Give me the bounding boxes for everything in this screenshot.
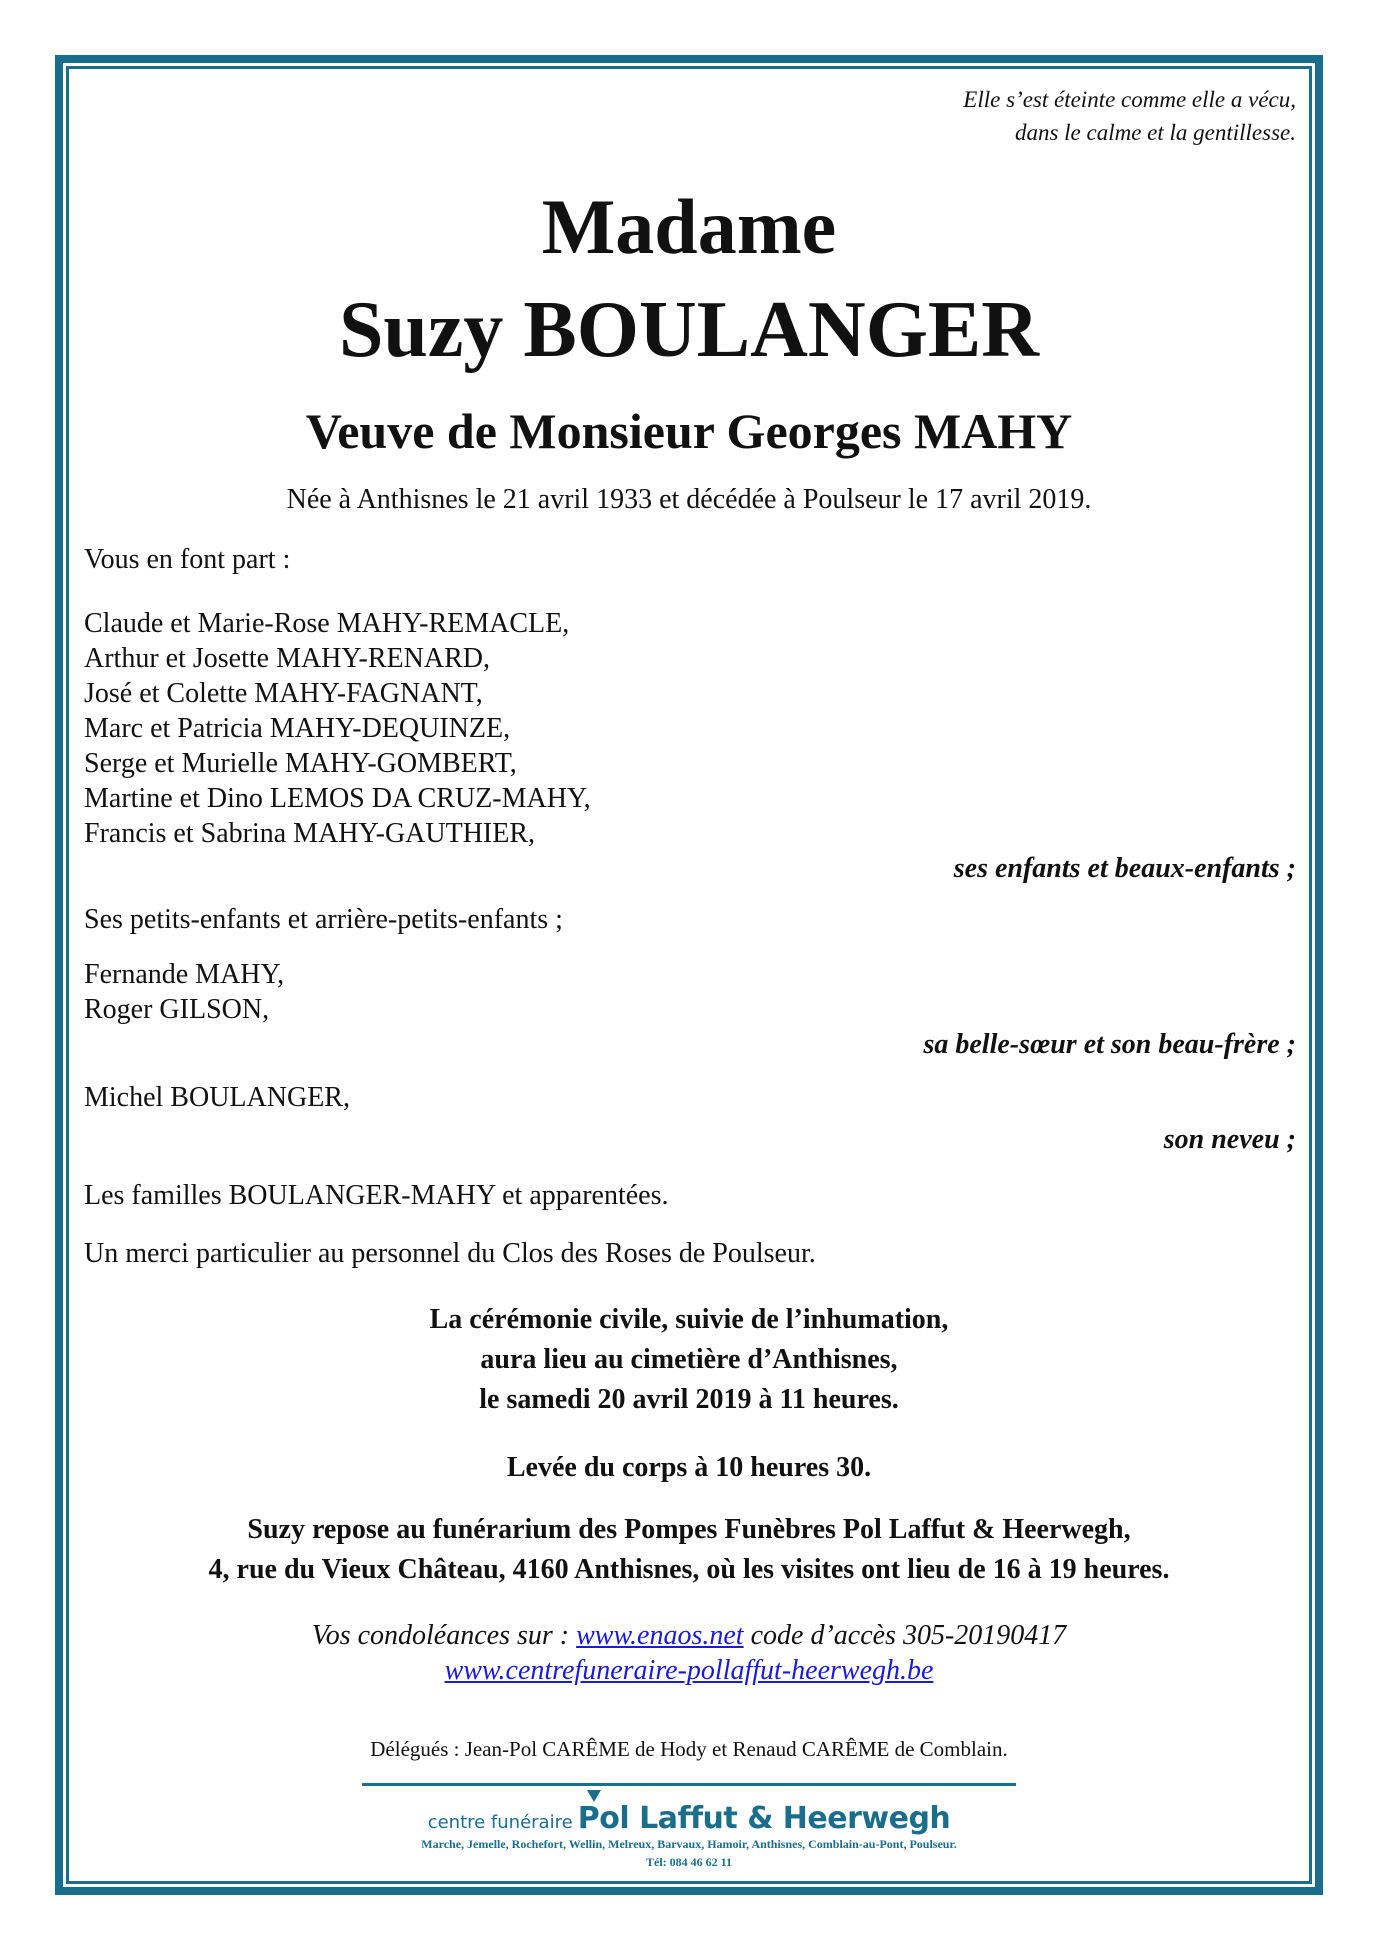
condolences-prefix: Vos condoléances sur : [311, 1620, 577, 1651]
ceremony-line: le samedi 20 avril 2019 à 11 heures. [479, 1384, 899, 1415]
child-line: Marc et Patricia MAHY-DEQUINZE, [84, 713, 511, 744]
child-line: Francis et Sabrina MAHY-GAUTHIER, [84, 818, 536, 849]
grandchildren: Ses petits-enfants et arrière-petits-enfants ; [84, 904, 563, 935]
delegates: Délégués : Jean-Pol CARÊME de Hody et Renaud CARÊME de Comblain. [370, 1737, 1008, 1761]
deceased-name: Suzy BOULANGER [338, 286, 1040, 374]
nephew-role: son neveu ; [1163, 1124, 1296, 1155]
funeral-center-link[interactable]: www.centrefuneraire-pollaffut-heerwegh.be [444, 1655, 934, 1686]
intro: Vous en font part : [84, 544, 291, 575]
logo [0, 1801, 1378, 1836]
title: Madame [541, 183, 837, 270]
access-code: code d’accès 305-20190417 [743, 1620, 1067, 1651]
ceremony-line: aura lieu au cimetière d’Anthisnes, [480, 1344, 898, 1375]
ceremony-line: La cérémonie civile, suivie de l’inhumation, [429, 1304, 949, 1335]
quote-line: Elle s’est éteinte comme elle a vécu, [963, 87, 1296, 112]
logo-towns: Marche, Jemelle, Rochefort, Wellin, Melreux, Barvaux, Hamoir, Anthisnes, Comblain-au-Pont, Poulseur. [421, 1837, 957, 1851]
logo-big: Pol Laffut & Heerwegh [577, 1801, 951, 1836]
repose-line: 4, rue du Vieux Château, 4160 Anthisnes, où les visites ont lieu de 16 à 19 heures. [208, 1554, 1170, 1585]
families: Les familles BOULANGER-MAHY et apparentées. [84, 1180, 669, 1211]
child-line: Serge et Murielle MAHY-GOMBERT, [84, 748, 517, 779]
child-line: Claude et Marie-Rose MAHY-REMACLE, [84, 608, 570, 639]
birth-death-dates: Née à Anthisnes le 21 avril 1933 et décédée à Poulseur le 17 avril 2019. [286, 484, 1092, 515]
condolences-line [0, 1622, 1378, 1650]
inlaw-line: Roger GILSON, [84, 994, 270, 1025]
logo-phone: Tél: 084 46 62 11 [646, 1855, 732, 1869]
child-line: Martine et Dino LEMOS DA CRUZ-MAHY, [84, 783, 591, 814]
logo-small: centre funéraire [427, 1812, 573, 1833]
quote-line: dans le calme et la gentillesse. [1014, 120, 1296, 145]
child-line: José et Colette MAHY-FAGNANT, [84, 678, 483, 709]
repose-line: Suzy repose au funérarium des Pompes Funèbres Pol Laffut & Heerwegh, [247, 1514, 1131, 1545]
inlaws-role: sa belle-sœur et son beau-frère ; [923, 1029, 1296, 1060]
children-role: ses enfants et beaux-enfants ; [953, 853, 1296, 884]
inlaw-line: Fernande MAHY, [84, 959, 285, 990]
thanks: Un merci particulier au personnel du Clos des Roses de Poulseur. [84, 1238, 816, 1269]
enaos-link[interactable]: www.enaos.net [576, 1620, 744, 1651]
widow-of: Veuve de Monsieur Georges MAHY [305, 403, 1073, 459]
levee: Levée du corps à 10 heures 30. [506, 1452, 872, 1483]
child-line: Arthur et Josette MAHY-RENARD, [84, 643, 490, 674]
nephew: Michel BOULANGER, [84, 1082, 350, 1113]
divider [362, 1783, 1016, 1786]
